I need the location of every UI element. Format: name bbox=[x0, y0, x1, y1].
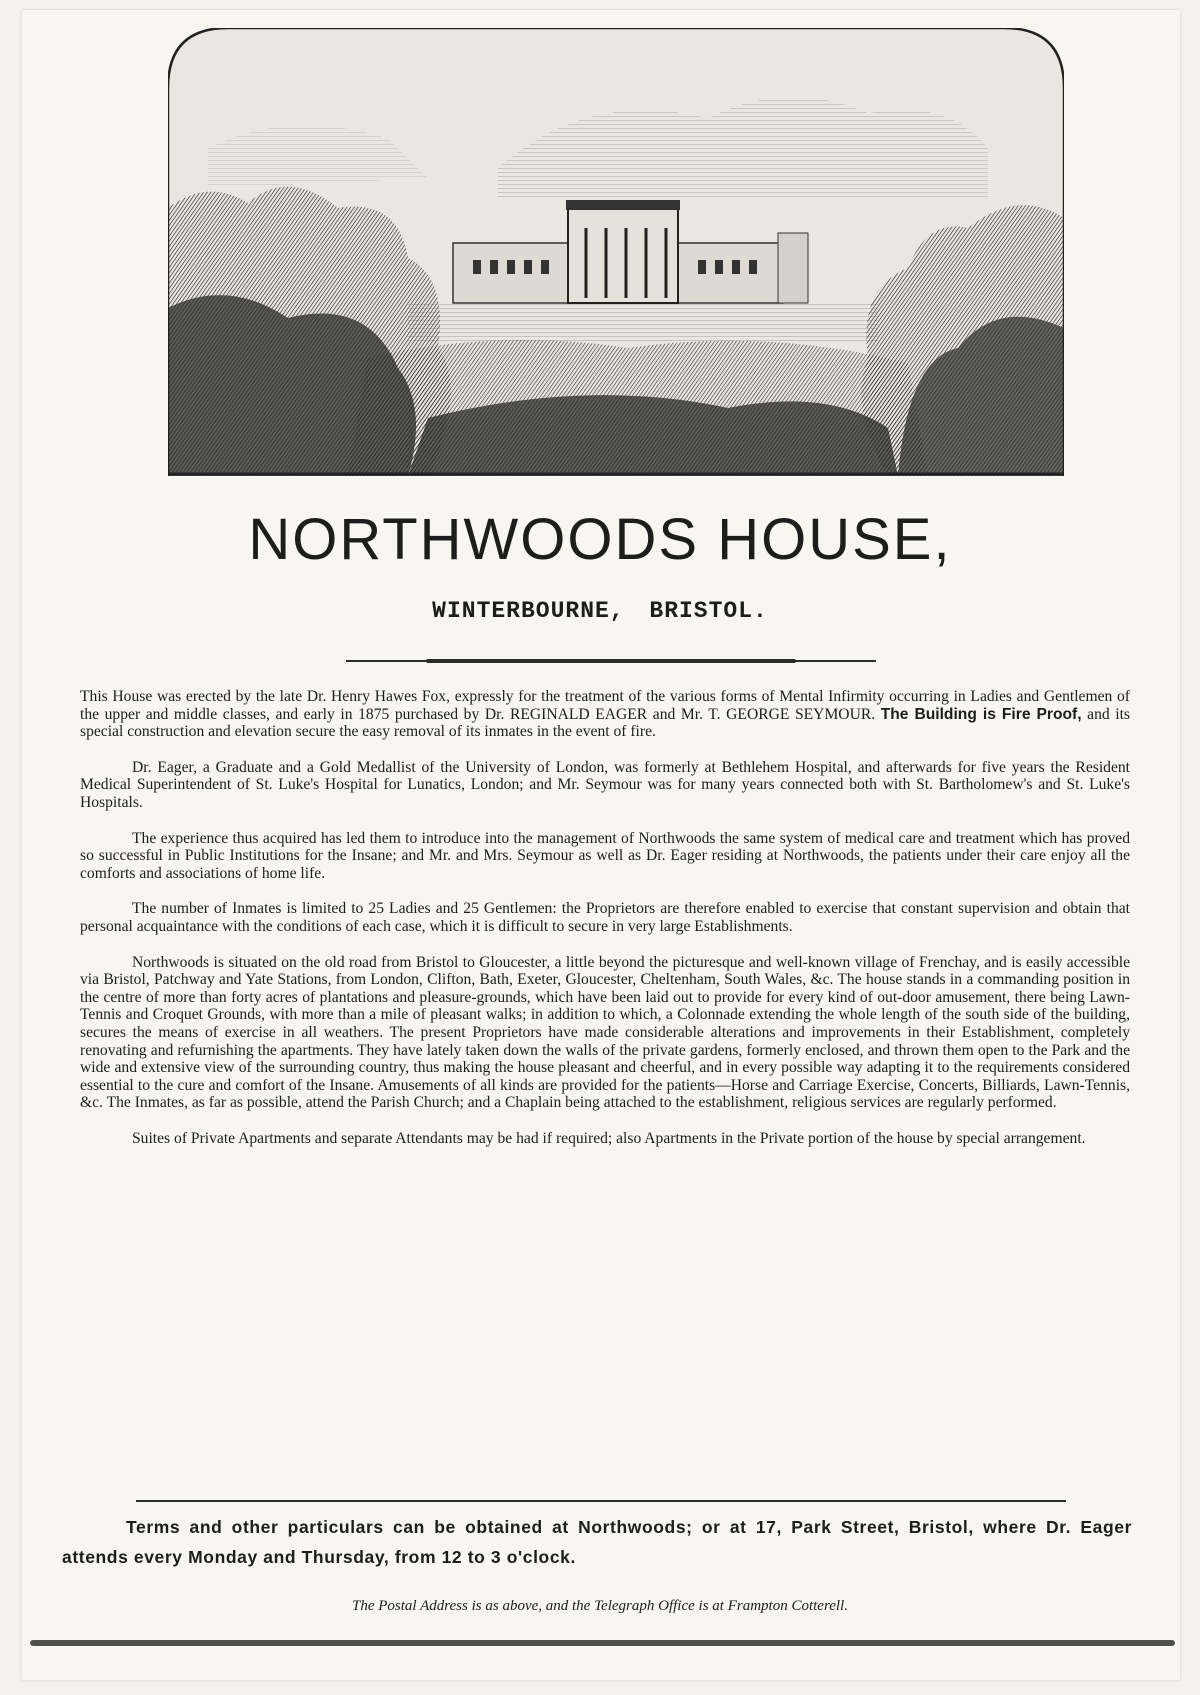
fire-proof-note: The Building is Fire Proof, bbox=[880, 705, 1082, 723]
page-subtitle: WINTERBOURNE, BRISTOL. bbox=[432, 598, 768, 624]
postal-address: The Postal Address is as above, and the Telegraph Office is at Frampton Cotterell. bbox=[352, 1598, 848, 1614]
paragraph-text: This House was erected by the late Dr. Henry Hawes Fox, expressly for the treatment of the various forms of Mental Infirmity occurring in Ladies and Gentlemen of the upper and middle classes, and early in 1875 purchased by Dr. REGINALD EAGER and Mr. T. GEORGE SEYMOUR. bbox=[80, 688, 1130, 723]
paragraph: The experience thus acquired has led them to introduce into the management of Northwoods the same system of medical care and treatment which has proved so successful in Public Institutions for the Insane; and Mr. and Mrs. Seymour as well as Dr. Eager residing at Northwoods, the patients under their care enjoy all the comforts and associations of home life. bbox=[80, 829, 1130, 882]
paragraph-text: and its special construction and elevation secure the easy removal of its inmates in the event of fire. bbox=[80, 705, 1130, 741]
divider bbox=[346, 660, 876, 662]
paragraph: Northwoods is situated on the old road from Bristol to Gloucester, a little beyond the picturesque and well-known village of Frenchay, and is easily accessible via Bristol, Patchway and Yate Stations, from London, Clifton, Bath, Exeter, Gloucester, Cheltenham, South Wales, &c. The house stands in a commanding position in the centre of more than forty acres of plantations and pleasure-grounds, which have been laid out to provide for every kind of out-door amusement, there being Lawn-Tennis and Croquet Grounds, with more than a mile of pleasant walks; in addition to which, a Colonnade extending the whole length of the south side of the building, secures the means of exercise in all weathers. The present Proprietors have made considerable alterations and improvements in their Establishment, completely renovating and refurnishing the apartments. They have lately taken down the walls of the private gardens, formerly enclosed, and thrown them open to the Park and the wide and extensive view of the surrounding country, thus making the house pleasant and cheerful, and in every possible way adapting it to the requirements considered essential to the cure and comfort of the Insane. Amusements of all kinds are provided for the patients—Horse and Carriage Exercise, Concerts, Billiards, Lawn-Tennis, &c. The Inmates, as far as possible, attend the Parish Church; and a Chaplain being attached to the establishment, religious services are regularly performed. bbox=[80, 953, 1130, 1112]
engraving-of-house-icon bbox=[168, 28, 1064, 476]
divider bbox=[136, 1500, 1066, 1502]
paragraph: Suites of Private Apartments and separate Attendants may be had if required; also Apartments in the Private portion of the house by special arrangement. bbox=[132, 1129, 1086, 1147]
page-title: NORTHWOODS HOUSE, bbox=[248, 507, 952, 572]
paragraph bbox=[80, 688, 1130, 741]
terms-notice: Terms and other particulars can be obtained at Northwoods; or at 17, Park Street, Bristol, where Dr. Eager attends every Monday and Thursday, from 12 to 3 o'clock. bbox=[62, 1517, 1132, 1567]
body-text bbox=[80, 688, 1130, 1165]
paragraph: The number of Inmates is limited to 25 Ladies and 25 Gentlemen: the Proprietors are therefore enabled to exercise that constant supervision and obtain that personal acquaintance with the conditions of each case, which it is difficult to secure in very large Establishments. bbox=[80, 900, 1130, 935]
paragraph: Dr. Eager, a Graduate and a Gold Medallist of the University of London, was formerly at Bethlehem Hospital, and afterwards for five years the Resident Medical Superintendent of St. Luke's Hospital for Lunatics, London; and Mr. Seymour was for many years connected both with St. Bartholomew's and St. Luke's Hospitals. bbox=[80, 758, 1130, 811]
page-edge bbox=[30, 1640, 1175, 1646]
